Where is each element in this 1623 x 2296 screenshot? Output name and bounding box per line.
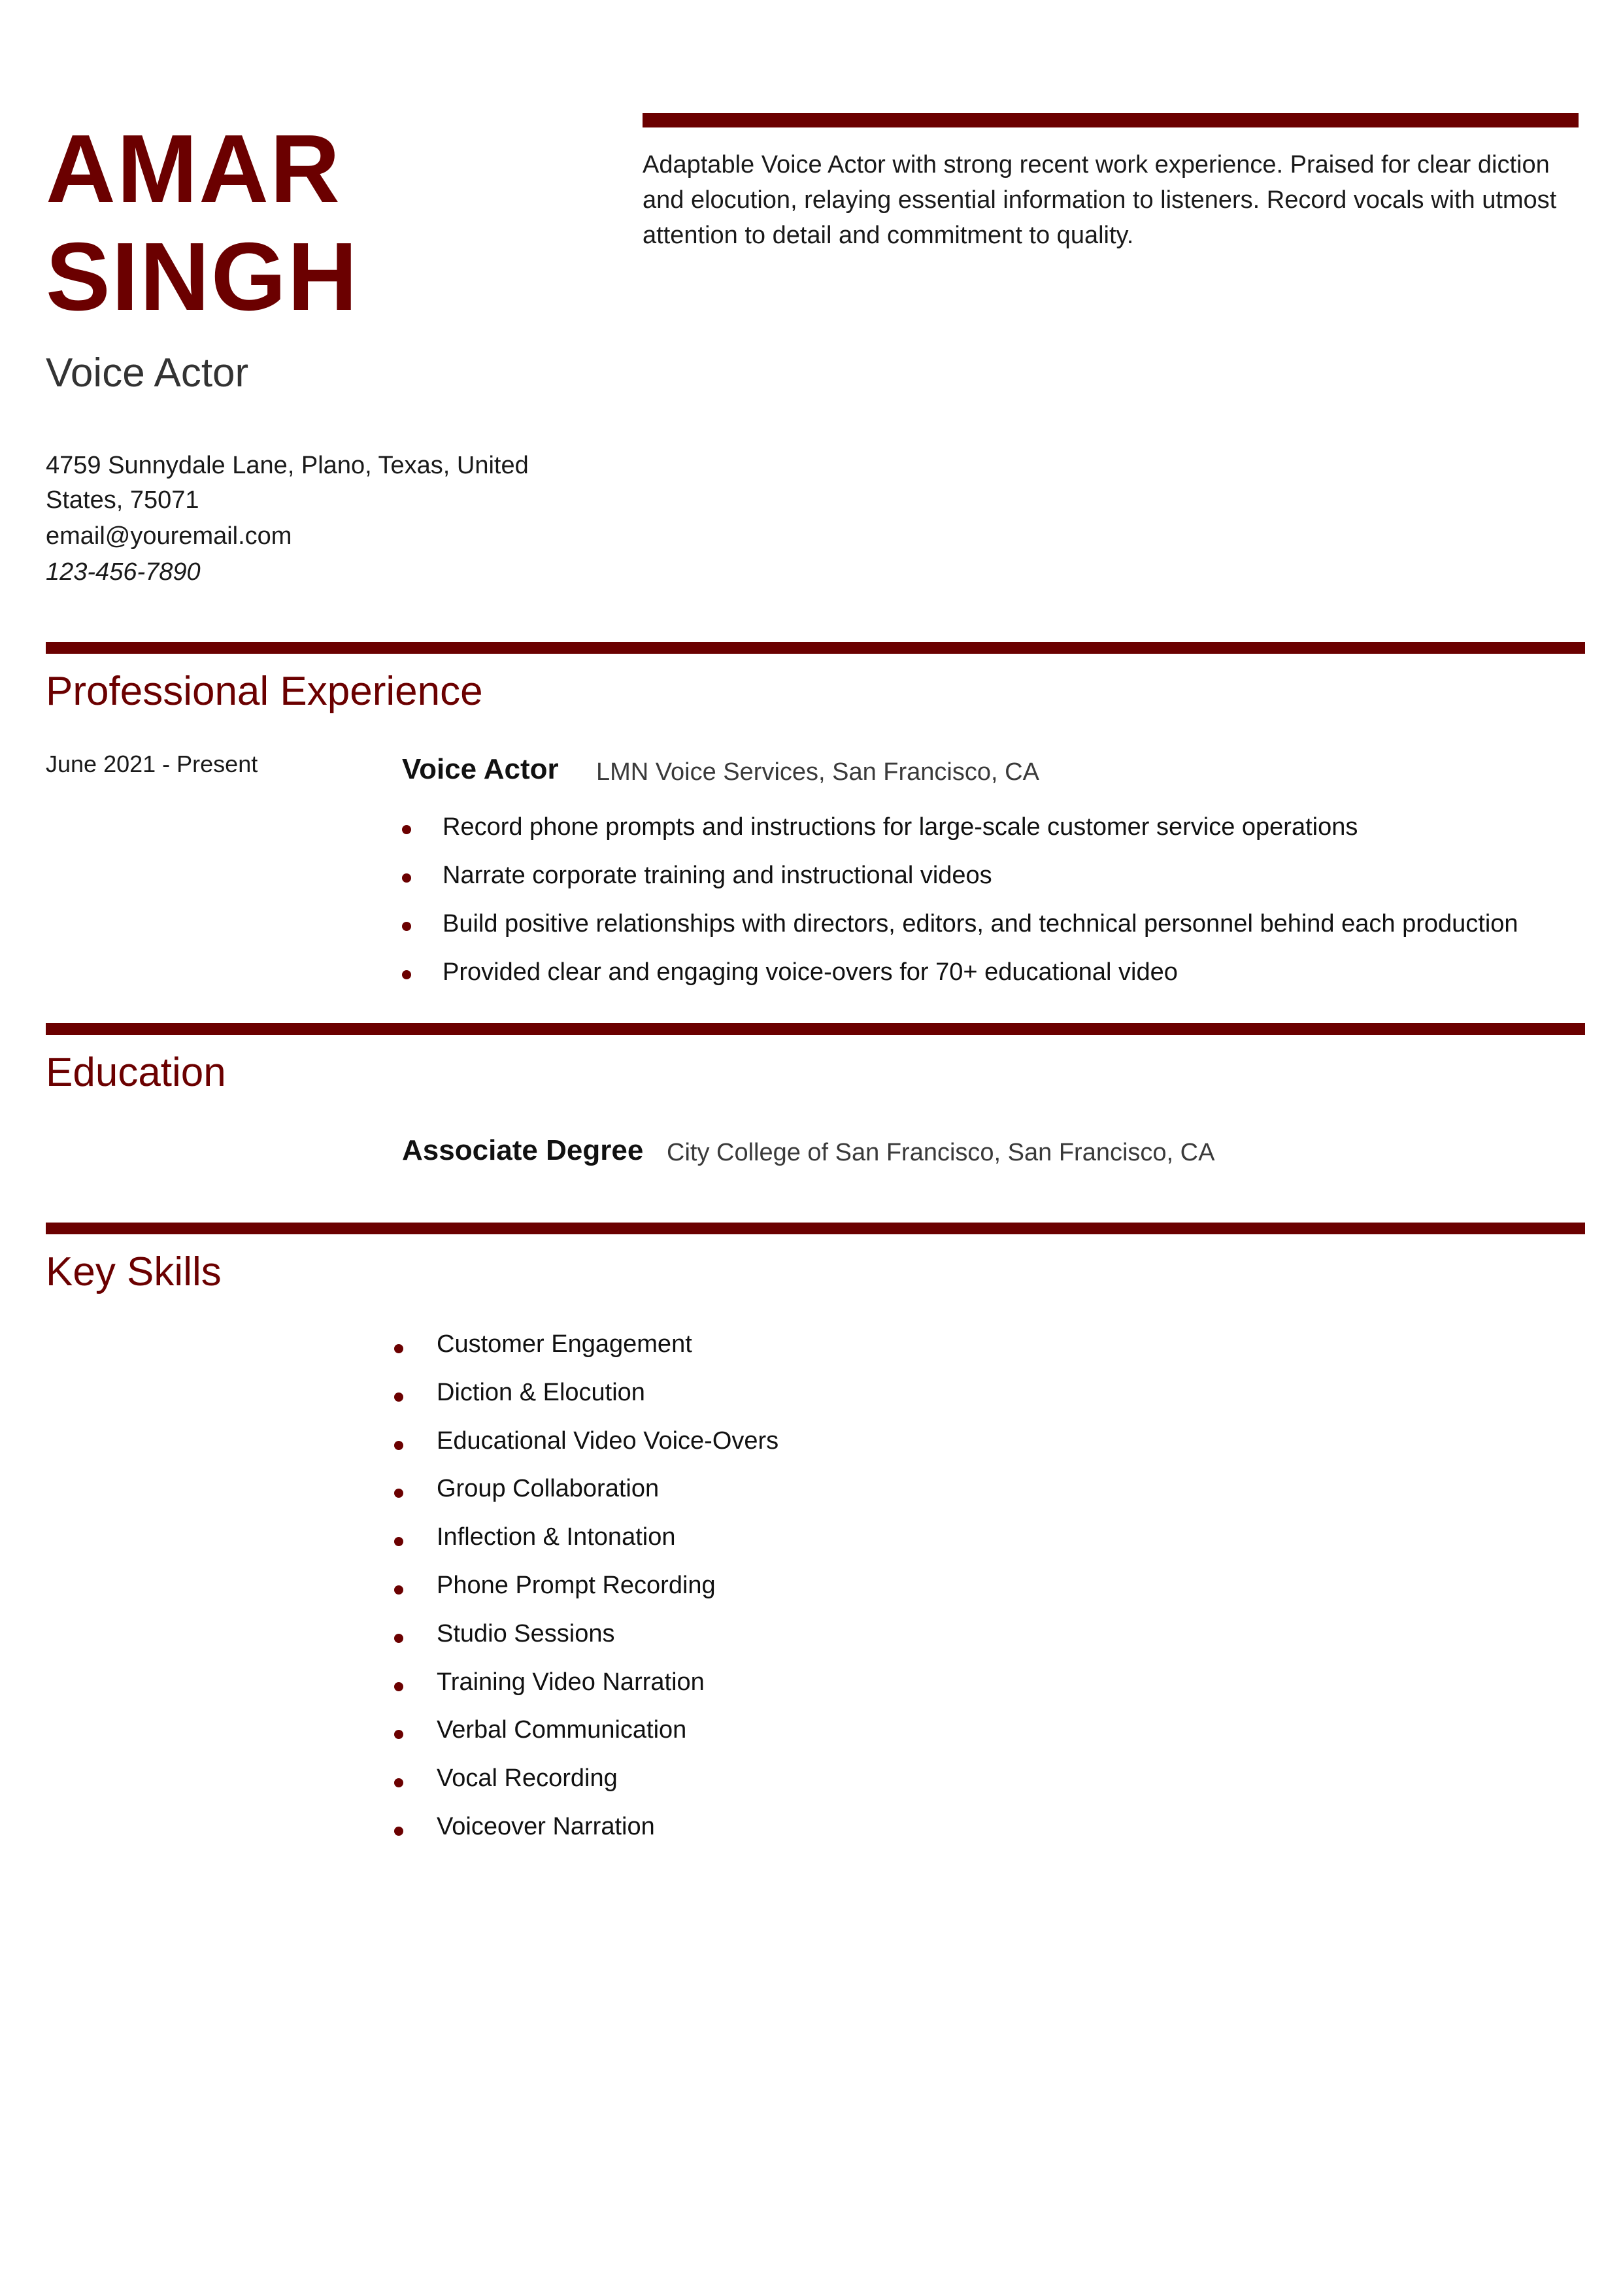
list-item [394, 1465, 1179, 1513]
list-item [394, 1706, 1179, 1755]
bullet-icon [394, 1827, 403, 1836]
skill-text: Vocal Recording [437, 1764, 618, 1793]
bullet-icon [394, 1778, 403, 1787]
bullet-icon [394, 1634, 403, 1643]
experience-heading: Professional Experience [46, 669, 483, 714]
bullet-icon [394, 1537, 403, 1546]
list-item [394, 1803, 1179, 1851]
first-name: AMAR [46, 115, 341, 223]
experience-company: LMN Voice Services, San Francisco, CA [596, 758, 1039, 786]
bullet-icon [402, 825, 411, 834]
education-school: City College of San Francisco, San Francisco, CA [667, 1139, 1215, 1166]
email: email@youremail.com [46, 522, 292, 550]
address-line-2: States, 75071 [46, 486, 199, 514]
skill-text: Training Video Narration [437, 1668, 705, 1696]
education-divider [46, 1023, 1585, 1035]
job-title-header: Voice Actor [46, 350, 249, 396]
skill-text: Verbal Communication [437, 1716, 687, 1744]
skill-text: Group Collaboration [437, 1475, 660, 1503]
experience-bullets [402, 803, 1585, 996]
bullet-icon [402, 922, 411, 931]
bullet-text: Build positive relationships with directors, editors, and technical personnel behind each production [443, 910, 1518, 937]
skills-heading: Key Skills [46, 1249, 222, 1294]
phone: 123-456-7890 [46, 558, 201, 586]
bullet-icon [394, 1489, 403, 1498]
list-item [394, 1321, 1179, 1369]
skill-text: Phone Prompt Recording [437, 1571, 716, 1599]
list-item [402, 851, 1585, 900]
list-item [394, 1417, 1179, 1466]
skill-text: Studio Sessions [437, 1619, 615, 1647]
skills-divider [46, 1223, 1585, 1234]
bullet-icon [394, 1585, 403, 1595]
list-item [402, 900, 1585, 948]
bullet-icon [394, 1393, 403, 1402]
education-heading: Education [46, 1050, 226, 1095]
list-item [394, 1755, 1179, 1803]
skill-text: Diction & Elocution [437, 1378, 645, 1406]
list-item [394, 1562, 1179, 1610]
skill-text: Customer Engagement [437, 1330, 692, 1358]
skills-list [394, 1321, 1179, 1851]
bullet-icon [402, 873, 411, 883]
bullet-icon [402, 970, 411, 979]
bullet-text: Provided clear and engaging voice-overs for 70+ educational video [443, 958, 1178, 986]
address-line-1: 4759 Sunnydale Lane, Plano, Texas, United [46, 452, 529, 479]
bullet-icon [394, 1682, 403, 1691]
list-item [394, 1659, 1179, 1707]
bullet-icon [394, 1730, 403, 1739]
skill-text: Educational Video Voice-Overs [437, 1427, 779, 1455]
bullet-text: Record phone prompts and instructions for large-scale customer service operations [443, 813, 1358, 841]
list-item [394, 1610, 1179, 1659]
bullet-icon [394, 1344, 403, 1353]
experience-date: June 2021 - Present [46, 751, 258, 777]
list-item [394, 1513, 1179, 1562]
list-item [394, 1369, 1179, 1417]
list-item [402, 948, 1585, 996]
list-item [402, 803, 1585, 851]
skill-text: Voiceover Narration [437, 1812, 655, 1840]
bullet-icon [394, 1441, 403, 1450]
bullet-text: Narrate corporate training and instructional videos [443, 862, 992, 889]
experience-job-title: Voice Actor [402, 753, 559, 785]
summary-divider [643, 113, 1579, 127]
experience-divider [46, 642, 1585, 654]
last-name: SINGH [46, 223, 359, 331]
skill-text: Inflection & Intonation [437, 1523, 676, 1551]
summary: Adaptable Voice Actor with strong recent work experience. Praised for clear diction and elocution, relaying essential information to listeners. Record vocals with utmost attention to detail and commitment to quality. [643, 151, 1557, 249]
education-degree: Associate Degree [402, 1134, 644, 1166]
